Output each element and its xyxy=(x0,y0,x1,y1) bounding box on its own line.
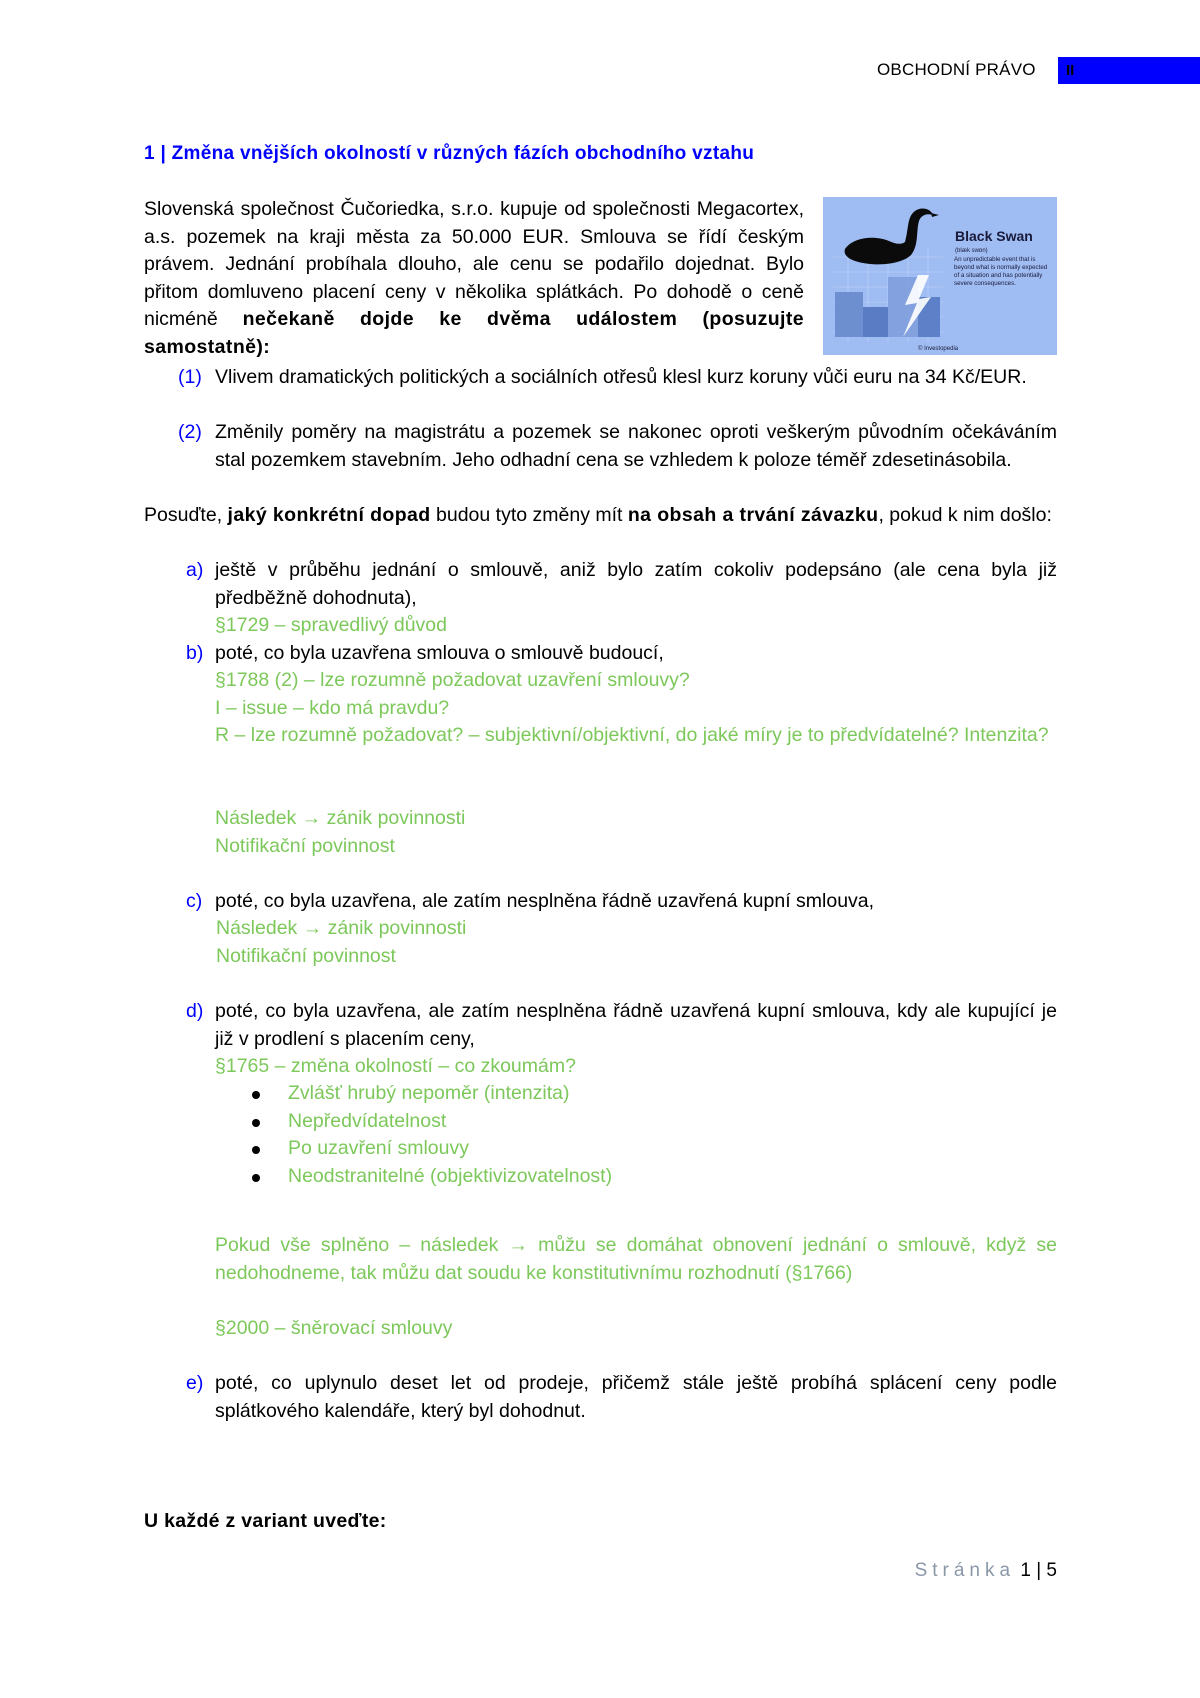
black-swan-illustration xyxy=(823,197,1057,355)
figure-description: An unpredictable event that is beyond what is normally expected of a situation and has potentially severe consequences. xyxy=(954,256,1048,287)
intro-bold: nečekaně dojde ke dvěma událostem (posuzujte samostatně): xyxy=(144,308,804,358)
option-text: poté, co byla uzavřena smlouva o smlouvě budoucí, xyxy=(215,642,664,664)
note-b-5: Notifikační povinnost xyxy=(215,835,395,857)
option-c xyxy=(144,888,1057,916)
note-c-1: Následek → zánik povinnosti xyxy=(216,917,467,939)
question-bold-impact: jaký konkrétní dopad xyxy=(227,504,431,526)
option-b xyxy=(144,640,1057,668)
note-d-after-1: Pokud vše splněno – následek → můžu se domáhat obnovení jednání o smlouvě, když se nedohodneme, tak můžu dat soudu ke konstitutivnímu rozhodnutí (§1766) xyxy=(215,1234,1057,1284)
question-text: Posuďte, xyxy=(144,504,228,526)
section-title: 1 | Změna vnějších okolností v různých fázích obchodního vztahu xyxy=(144,143,755,164)
option-marker: d) xyxy=(186,1000,204,1022)
header-mark: II xyxy=(1066,62,1075,79)
figure-credit: © Investopedia xyxy=(918,346,959,352)
note-b-1: §1788 (2) – lze rozumně požadovat uzavření smlouvy? xyxy=(215,669,690,691)
option-marker: b) xyxy=(186,642,204,664)
note-b-2: I – issue – kdo má pravdu? xyxy=(215,697,450,719)
bullet-text: Zvlášť hrubý nepoměr (intenzita) xyxy=(288,1082,570,1104)
option-a xyxy=(144,557,1057,612)
option-text: poté, co uplynulo deset let od prodeje, přičemž stále ještě probíhá splácení ceny podle splátkového kalendáře, který byl dohodnut. xyxy=(215,1372,1057,1422)
note-c-2: Notifikační povinnost xyxy=(216,945,396,967)
bullet-item xyxy=(252,1135,469,1163)
bullet-dot xyxy=(252,1146,260,1154)
footer-separator: | xyxy=(1036,1560,1042,1581)
note-b-3: R – lze rozumně požadovat? – subjektivní/objektivní, do jaké míry je to předvídatelné? Intenzita? xyxy=(215,724,1049,746)
footer-word: Stránka xyxy=(914,1560,1016,1581)
intro-paragraph xyxy=(144,196,804,361)
intro-text: Slovenská společnost Čučoriedka, s.r.o. kupuje od společnosti Megacortex, a.s. pozemek na kraji města za 50.000 EUR. Smlouva se řídí českým právem. Jednání probíhala dlouho, ale cenu se podařilo dojednat. Bylo přitom domluveno placení ceny v několika splátkách. Po dohodě o ceně nicméně xyxy=(144,198,804,330)
note-d-after-2: §2000 – šněrovací smlouvy xyxy=(215,1317,453,1339)
closing-heading: U každé z variant uveďte: xyxy=(144,1510,387,1532)
question-text: budou tyto změny mít xyxy=(430,504,628,526)
bullet-text: Nepředvídatelnost xyxy=(288,1110,447,1132)
event-item-1 xyxy=(144,364,1057,392)
event-marker: (2) xyxy=(178,421,202,443)
bullet-text: Po uzavření smlouvy xyxy=(288,1137,469,1159)
event-item-2 xyxy=(144,419,1057,474)
note-b-4: Následek → zánik povinnosti xyxy=(215,807,466,829)
bullet-item xyxy=(252,1108,446,1136)
bullet-item xyxy=(252,1080,570,1108)
question-bold-obligation: na obsah a trvání závazku xyxy=(627,504,879,526)
page-footer xyxy=(900,1560,1057,1582)
question-text: , pokud k nim došlo: xyxy=(878,504,1052,526)
footer-page: 1 xyxy=(1020,1560,1031,1581)
figure-subtitle: (blæk swɒn) xyxy=(955,248,988,254)
note-d-1: §1765 – změna okolností – co zkoumám? xyxy=(215,1055,576,1077)
bullet-dot xyxy=(252,1119,260,1127)
option-marker: c) xyxy=(186,890,203,912)
header-title: OBCHODNÍ PRÁVO xyxy=(877,60,1036,79)
option-marker: e) xyxy=(186,1372,204,1394)
bullet-dot xyxy=(252,1091,260,1099)
option-text: poté, co byla uzavřena, ale zatím nesplněna řádně uzavřená kupní smlouva, xyxy=(215,890,875,912)
bullet-item xyxy=(252,1163,612,1191)
header-bar xyxy=(1058,57,1200,84)
event-marker: (1) xyxy=(178,366,202,388)
option-e xyxy=(144,1370,1057,1425)
option-d xyxy=(144,998,1057,1053)
black-swan-image xyxy=(823,197,1057,355)
option-text: ještě v průběhu jednání o smlouvě, aniž bylo zatím cokoliv podepsáno (ale cena byla již předběžně dohodnuta), xyxy=(215,559,1057,609)
question-paragraph xyxy=(144,502,1057,530)
figure-title: Black Swan xyxy=(955,228,1033,244)
event-text: Změnily poměry na magistrátu a pozemek se nakonec oproti veškerým původním očekáváním stal pozemkem stavebním. Jeho odhadní cena se vzhledem k poloze téměř zdesetinásobila. xyxy=(215,421,1057,471)
note-a-1: §1729 – spravedlivý důvod xyxy=(215,614,447,636)
bullet-text: Neodstranitelné (objektivizovatelnost) xyxy=(288,1165,613,1187)
option-text: poté, co byla uzavřena, ale zatím nesplněna řádně uzavřená kupní smlouva, kdy ale kupující je již v prodlení s placením ceny, xyxy=(215,1000,1057,1050)
option-marker: a) xyxy=(186,559,204,581)
event-text: Vlivem dramatických politických a sociálních otřesů klesl kurz koruny vůči euru na 34 Kč/EUR. xyxy=(215,366,1027,388)
bullet-dot xyxy=(252,1174,260,1182)
footer-total: 5 xyxy=(1046,1560,1057,1581)
